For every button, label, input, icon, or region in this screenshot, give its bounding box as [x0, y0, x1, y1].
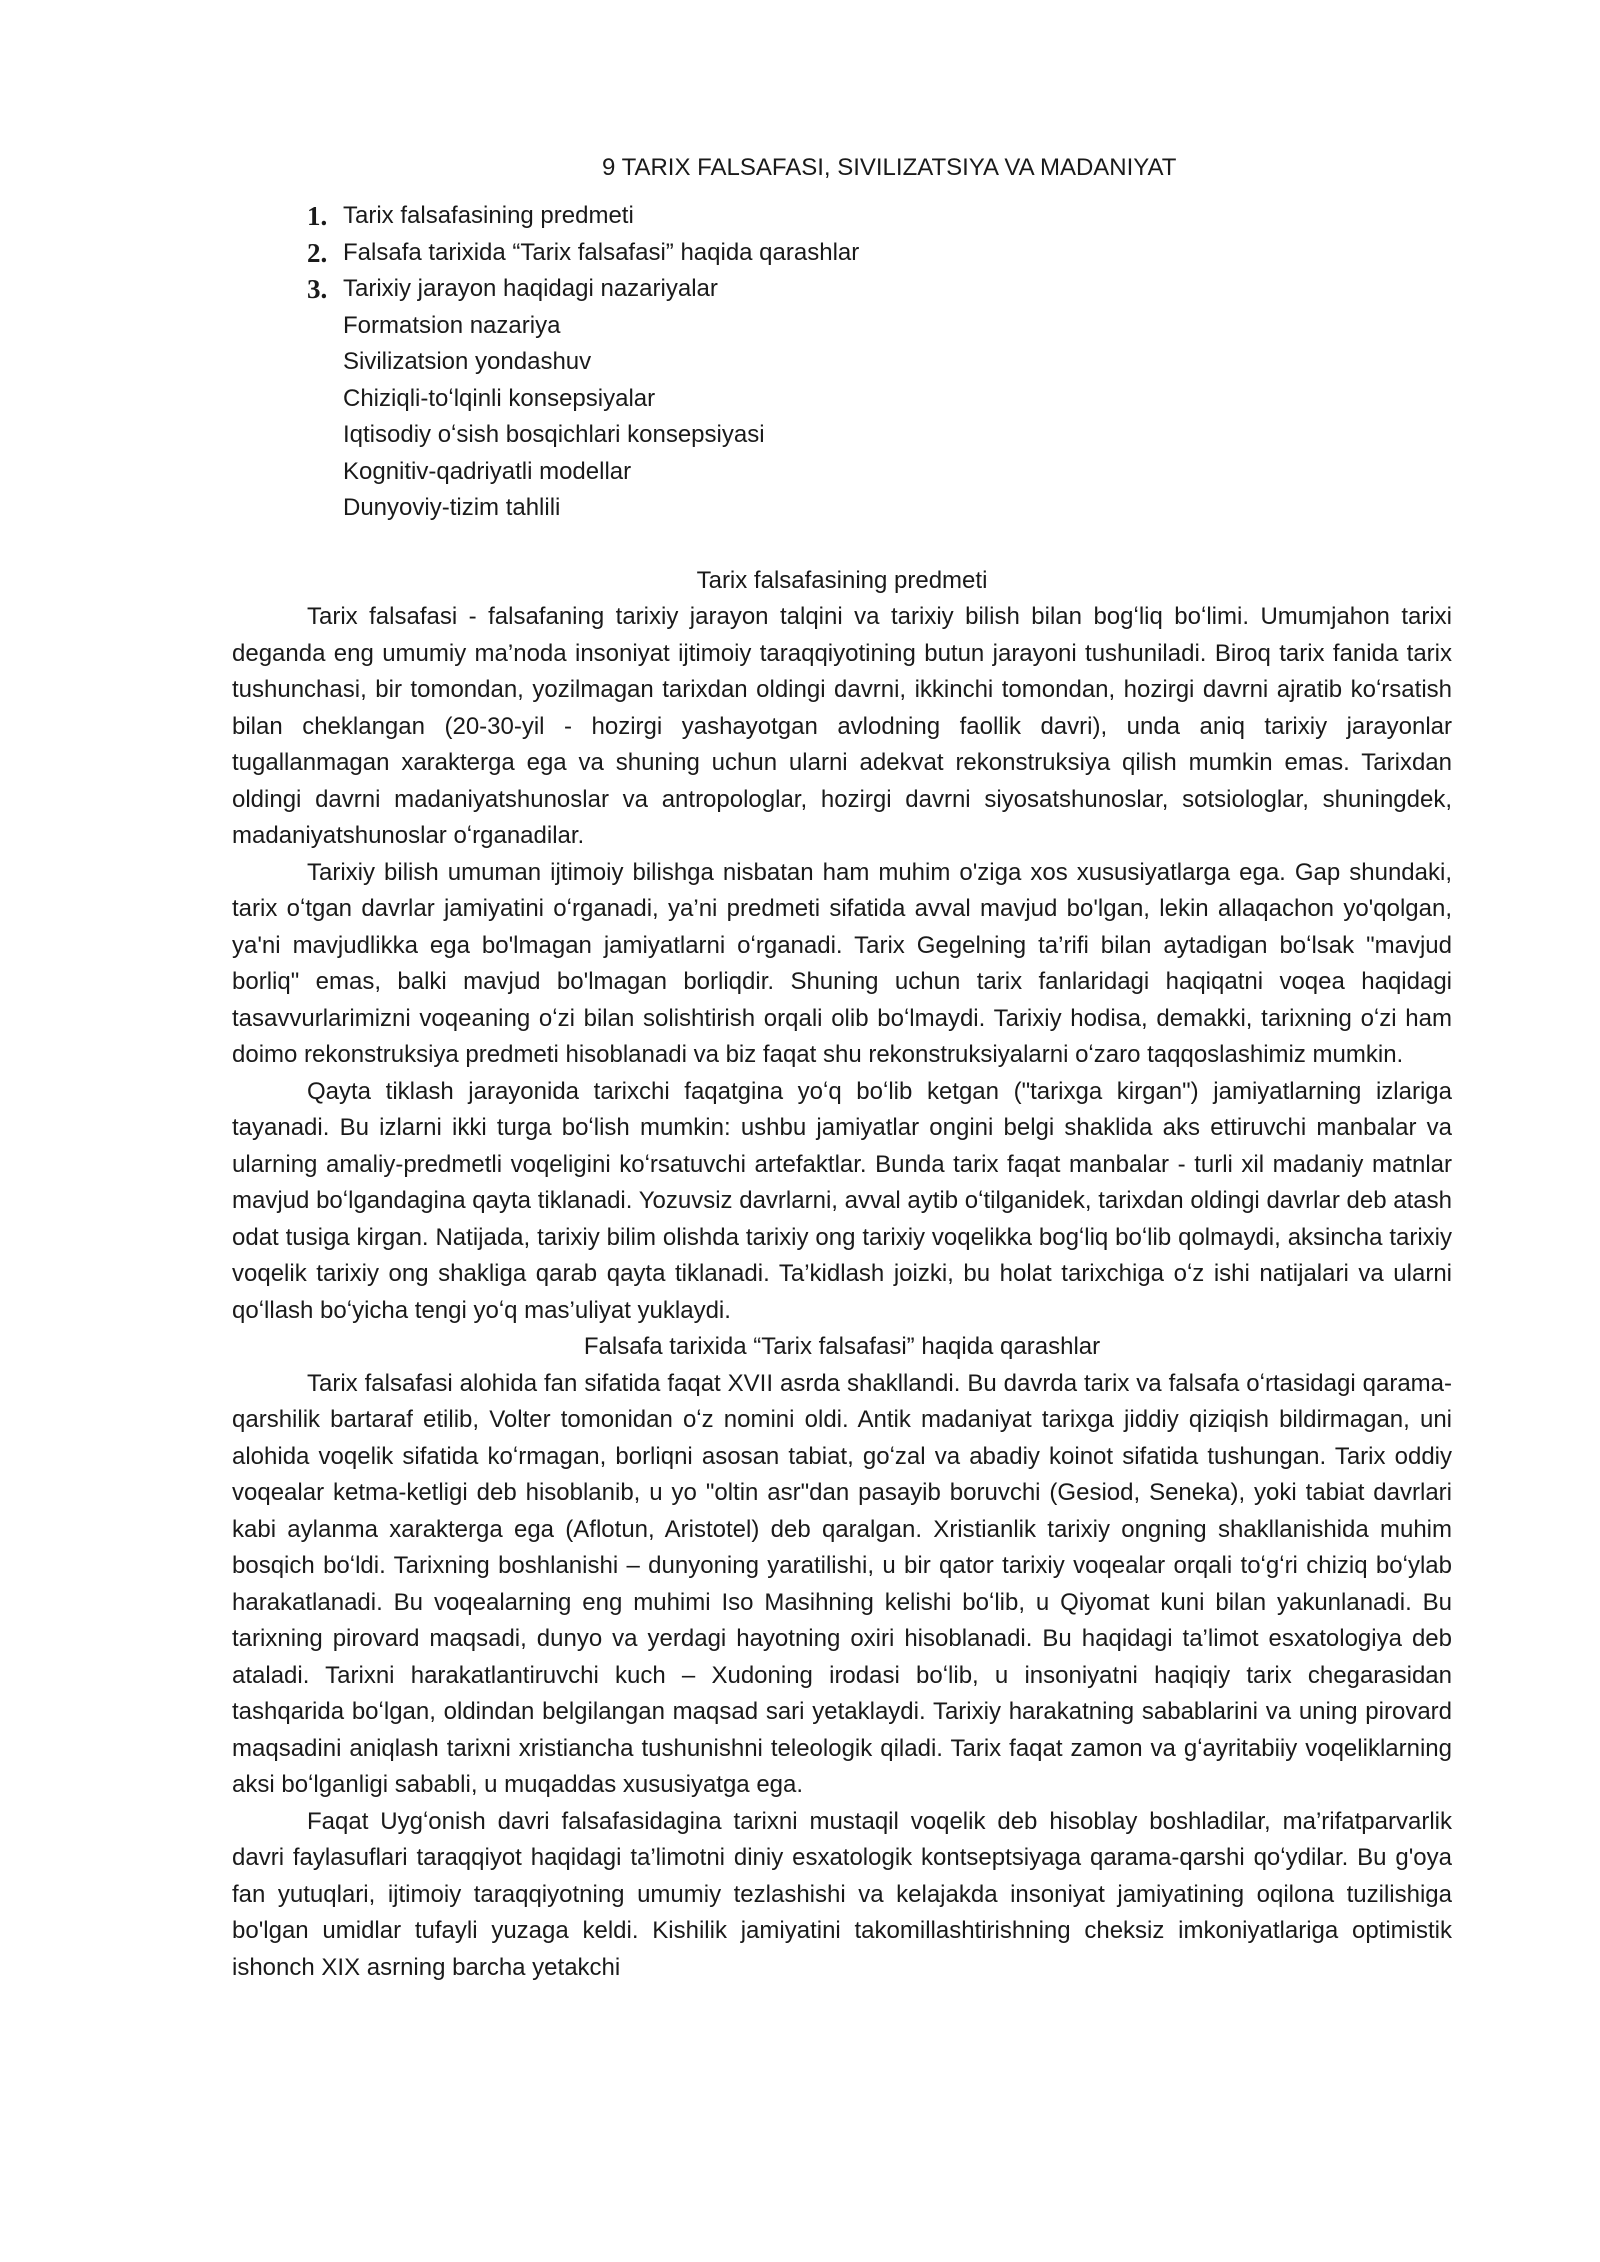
outline-item-number: 2. — [307, 237, 328, 268]
outline-subitem: Kognitiv-qadriyatli modellar — [343, 457, 632, 485]
section-heading-history-views: Falsafa tarixida “Tarix falsafasi” haqida qarashlar — [583, 1333, 1101, 1360]
outline-subitem: Formatsion nazariya — [343, 311, 561, 339]
outline-item-text: Tarixiy jarayon haqidagi nazariyalar — [343, 275, 718, 302]
body-paragraph: Tarix falsafasi alohida fan sifatida faqat XVII asrda shakllandi. Bu davrda tarix va falsafa oʻrtasidagi qarama-qarshilik bartaraf etilib, Volter tomonidan oʻz nomini oldi. Antik madaniyat tarixga jiddiy qiziqish bildirmagan, uni alohida voqelik sifatida koʻrmagan, borliqni asosan tabiat, goʻzal va abadiy koinot sifatida tushungan. Tarix oddiy voqealar ketma-ketligi deb hisoblanib, u yo "oltin asr"dan pasayib boruvchi (Gesiod, Seneka), yoki tabiat davrlari kabi aylanma xarakterga ega (Aflotun, Aristotel) deb qaralgan. Xristianlik tarixiy ongning shakllanishida muhim bosqich boʻldi. Tarixning boshlanishi – dunyoning yaratilishi, u bir qator tarixiy voqealar orqali toʻgʻri chiziq boʻylab harakatlanadi. Bu voqealarning eng muhimi Iso Masihning kelishi boʻlib, u Qiyomat kuni bilan yakunlanadi. Bu tarixning pirovard maqsadi, dunyo va yerdagi hayotning oxiri hisoblanadi. Bu haqidagi ta’limot esxatologiya deb ataladi. Tarixni harakatlantiruvchi kuch – Xudoning irodasi boʻlib, u insoniyatni haqiqiy tarix chegarasidan tashqarida boʻlgan, oldindan belgilangan maqsad sari yetaklaydi. Tarixiy harakatning sabablarini va uning pirovard maqsadini aniqlash tarixni xristiancha tushunishni teleologik qiladi. Tarix faqat zamon va gʻayritabiiy voqeliklarning aksi boʻlganligi sababli, u muqaddas xususiyatga ega. — [232, 1369, 1452, 1798]
document-title: 9 TARIX FALSAFASI, SIVILIZATSIYA VA MADANIYAT — [602, 154, 1177, 181]
outline-item — [232, 198, 1452, 235]
outline-item-text: Tarix falsafasining predmeti — [343, 202, 634, 229]
outline-subitem: Sivilizatsion yondashuv — [343, 348, 592, 375]
outline-item-text: Falsafa tarixida “Tarix falsafasi” haqida qarashlar — [343, 238, 860, 266]
outline-item — [232, 271, 1452, 308]
outline-item-number: 3. — [307, 274, 328, 304]
body-paragraph: Tarixiy bilish umuman ijtimoiy bilishga nisbatan ham muhim o'ziga xos xususiyatlarga ega. Gap shundaki, tarix oʻtgan davrlar jamiyatini oʻrganadi, ya’ni predmeti sifatida avval mavjud bo'lgan, lekin allaqachon yo'qolgan, ya'ni mavjudlikka ega bo'lmagan jamiyatlarni oʻrganadi. Tarix Gegelning ta’rifi bilan aytadigan boʻlsak "mavjud borliq" emas, balki mavjud bo'lmagan borliqdir. Shuning uchun tarix fanlaridagi haqiqatni voqea haqidagi tasavvurlarimizni voqeaning oʻzi bilan solishtirish orqali olib boʻlmaydi. Tarixiy hodisa, demakki, tarixning oʻzi ham doimo rekonstruksiya predmeti hisoblanadi va biz faqat shu rekonstruksiyalarni oʻzaro taqqoslashimiz mumkin. — [232, 858, 1452, 1068]
outline-item — [232, 235, 1452, 272]
topic-outline — [232, 198, 1452, 308]
outline-subitem: Chiziqli-toʻlqinli konsepsiyalar — [343, 384, 656, 412]
outline-item-number: 1. — [307, 201, 328, 231]
outline-subitem: Iqtisodiy oʻsish bosqichlari konsepsiyasi — [343, 421, 765, 448]
outline-subitem: Dunyoviy-tizim tahlili — [343, 494, 561, 521]
body-paragraph: Faqat Uygʻonish davri falsafasidagina tarixni mustaqil voqelik deb hisoblay boshladilar, ma’rifatparvarlik davri faylasuflari taraqqiyot haqidagi ta’limotni diniy esxatologik kontseptsiyaga qarama-qarshi qoʻydilar. Bu g'oya fan yutuqlari, ijtimoiy taraqqiyotning umumiy tezlashishi va kelajakda insoniyat jamiyatining oqilona tuzilishiga bo'lgan umidlar tufayli yuzaga keldi. Kishilik jamiyatini takomillashtirishning cheksiz imkoniyatlariga optimistik ishonch XIX asrning barcha yetakchi — [232, 1807, 1452, 1981]
outline-subitems — [232, 308, 1452, 527]
section-heading-subject: Tarix falsafasining predmeti — [696, 566, 988, 594]
body-paragraph: Tarix falsafasi - falsafaning tarixiy jarayon talqini va tarixiy bilish bilan bogʻliq boʻlimi. Umumjahon tarixi deganda eng umumiy ma’noda insoniyat ijtimoiy taraqqiyotining butun jarayoni tushuniladi. Biroq tarix fanida tarix tushunchasi, bir tomondan, yozilmagan tarixdan oldingi davrni, ikkinchi tomondan, hozirgi davrni ajratib koʻrsatish bilan cheklangan (20-30-yil - hozirgi yashayotgan avlodning faollik davri), unda aniq tarixiy jarayonlar tugallanmagan xarakterga ega va shuning uchun ularni adekvat rekonstruksiya qilish mumkin emas. Tarixdan oldingi davrni madaniyatshunoslar va antropologlar, hozirgi davrni siyosatshunoslar, sotsiologlar, shuningdek, madaniyatshunoslar oʻrganadilar. — [232, 603, 1452, 849]
body-paragraph: Qayta tiklash jarayonida tarixchi faqatgina yoʻq boʻlib ketgan ("tarixga kirgan") jamiyatlarning izlariga tayanadi. Bu izlarni ikki turga boʻlish mumkin: ushbu jamiyatlar ongini belgi shaklida aks ettiruvchi manbalar va ularning amaliy-predmetli voqeligini koʻrsatuvchi artefaktlar. Bunda tarix faqat manbalar - turli xil madaniy matnlar mavjud boʻlgandagina qayta tiklanadi. Yozuvsiz davrlarni, avval aytib oʻtilganidek, tarixdan oldingi davrlar deb atash odat tusiga kirgan. Natijada, tarixiy bilim olishda tarixiy ong tarixiy voqelikka bogʻliq boʻlib qolmaydi, aksincha tarixiy voqelik tarixiy ong shakliga qarab qayta tiklanadi. Ta’kidlash joizki, bu holat tarixchiga oʻz ishi natijalari va ularni qoʻllash boʻyicha tengi yoʻq mas’uliyat yuklaydi. — [232, 1077, 1452, 1324]
